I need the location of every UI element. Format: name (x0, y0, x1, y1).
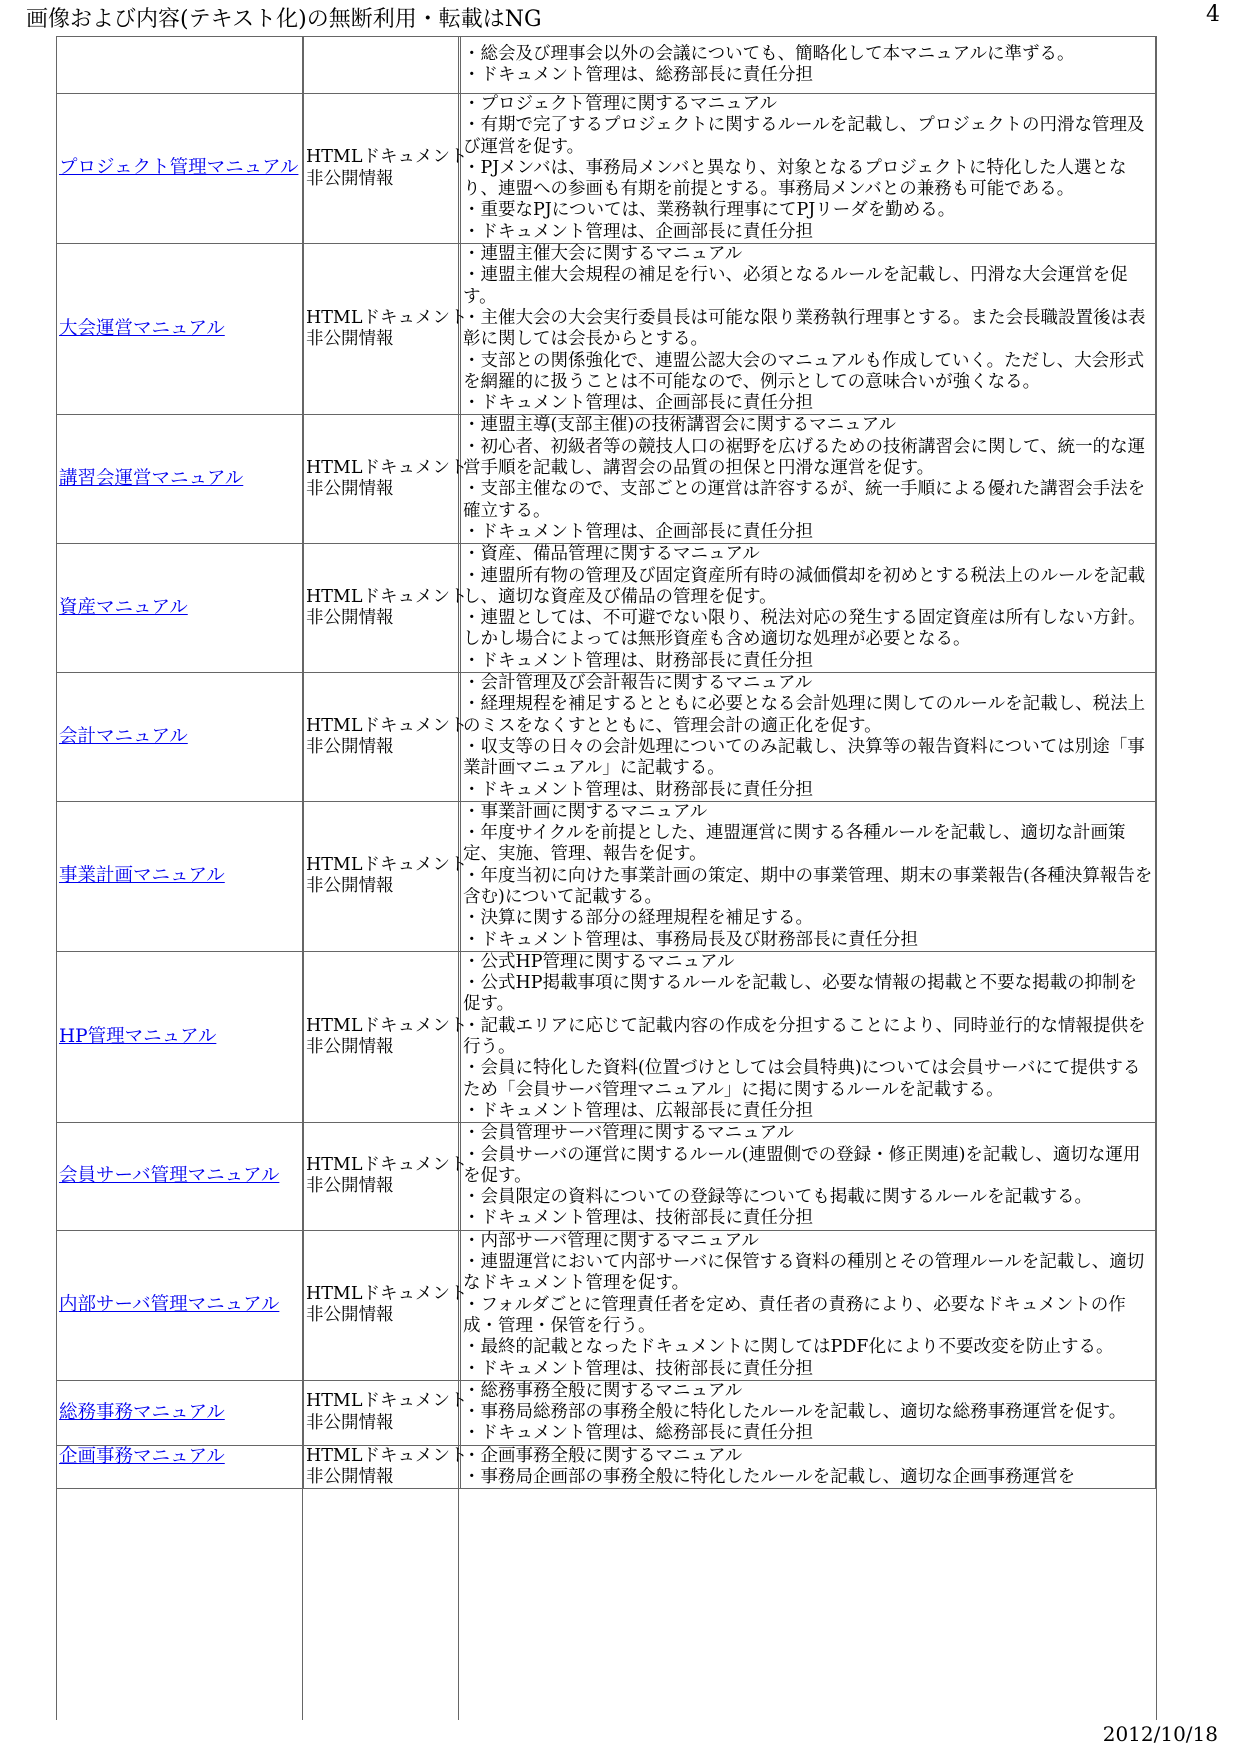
description-line: ・プロジェクト管理に関するマニュアル (463, 94, 777, 114)
description-line: ・支部主催なので、支部ごとの運営は許容するが、統一手順による優れた講習会手法を確立する。 (463, 479, 1146, 521)
description-line: ・ドキュメント管理は、事務局長及び財務部長に責任分担 (463, 929, 918, 950)
document-type: HTMLドキュメント (306, 307, 468, 328)
description-line: ・会員管理サーバ管理に関するマニュアル (463, 1123, 794, 1144)
table-row (57, 37, 1156, 94)
header-title: 画像および内容(テキスト化)の無断利用・転載はNG (26, 7, 542, 32)
document-type: HTMLドキュメント (306, 1391, 468, 1412)
type-cell (304, 951, 468, 1122)
description-line: ・公式HP管理に関するマニュアル (463, 951, 735, 972)
description-line: ・連盟所有物の管理及び固定資産所有時の減価償却を初めとする税法上のルールを記載し、適切な資産及び備品の管理を促す。 (463, 565, 1146, 607)
document-type: HTMLドキュメント (306, 586, 468, 607)
manual-link[interactable]: 会員サーバ管理マニュアル (59, 1165, 280, 1187)
description-line: ・会計管理及び会計報告に関するマニュアル (463, 673, 813, 694)
description-line: ・記載エリアに応じて記載内容の作成を分担することにより、同時並行的な情報提供を行う。 (463, 1015, 1146, 1058)
description-cell (461, 801, 1156, 951)
description-line: ・有期で完了するプロジェクトに関するルールを記載し、プロジェクトの円滑な管理及び運営を促す。 (463, 115, 1145, 157)
description-line: ・ドキュメント管理は、広報部長に責任分担 (463, 1100, 813, 1121)
description-cell (461, 951, 1156, 1122)
manual-table (56, 36, 1156, 1489)
type-cell (304, 1445, 468, 1489)
manual-link[interactable]: 講習会運営マニュアル (59, 468, 244, 490)
name-cell (57, 244, 304, 415)
description-line: ・会員限定の資料についての登録等についても掲載に関するルールを記載する。 (463, 1187, 1092, 1208)
description-line: ・ドキュメント管理は、総務部長に責任分担 (463, 1423, 813, 1444)
manual-link[interactable]: 内部サーバ管理マニュアル (59, 1294, 280, 1316)
name-cell (57, 1380, 304, 1445)
type-cell (304, 1230, 468, 1380)
type-cell (304, 244, 468, 415)
access-level: 非公開情報 (306, 1176, 394, 1197)
description-line: ・初心者、初級者等の競技人口の裾野を広げるための技術講習会に関して、統一的な運営手順を記載し、講習会の品質の担保と円滑な運営を促す。 (463, 436, 1146, 479)
manual-link[interactable]: 大会運営マニュアル (59, 318, 225, 340)
document-type: HTMLドキュメント (306, 1445, 468, 1466)
name-cell (57, 544, 304, 673)
table-row (57, 94, 1156, 244)
description-cell (461, 1230, 1156, 1380)
type-cell (304, 1380, 468, 1445)
description-line: ・総務事務全般に関するマニュアル (463, 1380, 743, 1401)
description-line: ・ドキュメント管理は、総務部長に責任分担 (463, 65, 813, 85)
access-level: 非公開情報 (306, 1037, 394, 1058)
access-level: 非公開情報 (306, 1412, 394, 1433)
description-cell (461, 1445, 1156, 1489)
name-cell (57, 951, 304, 1122)
name-cell (57, 801, 304, 951)
name-cell (57, 37, 304, 94)
access-level: 非公開情報 (306, 1467, 394, 1487)
access-level: 非公開情報 (306, 168, 394, 189)
type-cell (304, 801, 468, 951)
description-line: ・最終的記載となったドキュメントに関してはPDF化により不要改変を防止する。 (463, 1337, 1114, 1358)
description-line: ・ドキュメント管理は、財務部長に責任分担 (463, 779, 813, 800)
description-cell (461, 673, 1156, 802)
name-cell (57, 1230, 304, 1380)
description-line: ・決算に関する部分の経理規程を補足する。 (463, 908, 813, 929)
table-row (57, 801, 1156, 951)
description-line: ・重要なPJについては、業務執行理事にてPJリーダを勤める。 (463, 200, 956, 221)
description-line: ・会員に特化した資料(位置づけとしては会員特典)については会員サーバにて提供するため「会員サーバ管理マニュアル」に掲に関するルールを記載する。 (463, 1058, 1141, 1100)
access-level: 非公開情報 (306, 608, 394, 629)
description-line: ・ドキュメント管理は、技術部長に責任分担 (463, 1208, 813, 1229)
table-row (57, 1123, 1156, 1230)
footer-date: 2012/10/18 (1102, 1722, 1218, 1746)
description-line: ・収支等の日々の会計処理についてのみ記載し、決算等の報告資料については別途「事業計画マニュアル」に記載する。 (463, 736, 1145, 779)
manual-link[interactable]: HP管理マニュアル (59, 1025, 217, 1047)
manual-link[interactable]: 資産マニュアル (59, 596, 188, 618)
type-cell (304, 415, 468, 544)
description-line: ・連盟としては、不可避でない限り、税法対応の発生する固定資産は所有しない方針。しかし場合によっては無形資産も含め適切な処理が必要となる。 (463, 608, 1146, 650)
access-level: 非公開情報 (306, 736, 394, 757)
table-row (57, 544, 1156, 673)
description-cell (461, 415, 1156, 544)
document-type: HTMLドキュメント (306, 147, 468, 168)
description-line: ・ドキュメント管理は、技術部長に責任分担 (463, 1358, 813, 1379)
document-type: HTMLドキュメント (306, 855, 468, 876)
name-cell (57, 1123, 304, 1230)
name-cell (57, 415, 304, 544)
table-row (57, 415, 1156, 544)
description-line: ・連盟主催大会規程の補足を行い、必須となるルールを記載し、円滑な大会運営を促す。 (463, 265, 1128, 307)
name-cell (57, 94, 304, 244)
description-line: ・ドキュメント管理は、企画部長に責任分担 (463, 393, 813, 414)
description-line: ・経理規程を補足するとともに必要となる会計処理に関してのルールを記載し、税法上のミスをなくすとともに、管理会計の適正化を促す。 (463, 694, 1146, 736)
description-line: ・公式HP掲載事項に関するルールを記載し、必要な情報の掲載と不要な掲載の抑制を促す。 (463, 973, 1138, 1015)
manual-link[interactable]: 会計マニュアル (59, 725, 188, 747)
document-type: HTMLドキュメント (306, 1015, 468, 1036)
table-row (57, 244, 1156, 415)
description-line: ・年度当初に向けた事業計画の策定、期中の事業管理、期末の事業報告(各種決算報告を含む)について記載する。 (463, 865, 1153, 907)
description-line: ・連盟主導(支部主催)の技術講習会に関するマニュアル (463, 415, 896, 436)
description-line: ・事務局企画部の事務全般に特化したルールを記載し、適切な企画事務運営を (463, 1467, 1076, 1487)
description-line: ・会員サーバの運営に関するルール(連盟側での登録・修正関連)を記載し、適切な運用を促す。 (463, 1144, 1141, 1186)
manual-link[interactable]: 企画事務マニュアル (59, 1445, 225, 1467)
table-row (57, 951, 1156, 1122)
description-cell (461, 37, 1156, 94)
document-type: HTMLドキュメント (306, 1283, 468, 1304)
description-line: ・フォルダごとに管理責任者を定め、責任者の責務により、必要なドキュメントの作成・管理・保管を行う。 (463, 1294, 1126, 1336)
page-number: 4 (1206, 2, 1220, 27)
description-line: ・事業計画に関するマニュアル (463, 801, 708, 822)
document-table-frame (56, 36, 1156, 1720)
table-row (57, 1445, 1156, 1489)
column-divider (1156, 36, 1157, 1720)
description-line: ・PJメンバは、事務局メンバと異なり、対象となるプロジェクトに特化した人選となり、連盟への参画も有期を前提とする。事務局メンバとの兼務も可能である。 (463, 157, 1127, 200)
description-line: ・総会及び理事会以外の会議についても、簡略化して本マニュアルに準ずる。 (463, 43, 1075, 64)
type-cell (304, 37, 461, 94)
document-type: HTMLドキュメント (306, 458, 468, 479)
description-cell (461, 1380, 1156, 1445)
access-level: 非公開情報 (306, 1305, 394, 1326)
manual-link[interactable]: 総務事務マニュアル (59, 1401, 225, 1423)
type-cell (304, 94, 468, 244)
description-line: ・ドキュメント管理は、財務部長に責任分担 (463, 650, 813, 671)
description-line: ・連盟主催大会に関するマニュアル (463, 244, 743, 265)
description-line: ・ドキュメント管理は、企画部長に責任分担 (463, 521, 813, 542)
description-line: ・資産、備品管理に関するマニュアル (463, 544, 760, 565)
description-line: ・ドキュメント管理は、企画部長に責任分担 (463, 221, 813, 242)
name-cell (57, 1445, 304, 1489)
table-row (57, 673, 1156, 802)
description-line: ・事務局総務部の事務全般に特化したルールを記載し、適切な総務事務運営を促す。 (463, 1402, 1127, 1423)
document-type: HTMLドキュメント (306, 1155, 468, 1176)
access-level: 非公開情報 (306, 329, 394, 350)
table-row (57, 1230, 1156, 1380)
access-level: 非公開情報 (306, 876, 394, 897)
description-cell (461, 244, 1156, 415)
description-line: ・年度サイクルを前提とした、連盟運営に関する各種ルールを記載し、適切な計画策定、実施、管理、報告を促す。 (463, 823, 1126, 865)
type-cell (304, 544, 468, 673)
manual-link[interactable]: プロジェクト管理マニュアル (59, 157, 299, 179)
description-line: ・内部サーバ管理に関するマニュアル (463, 1230, 759, 1251)
description-line: ・支部との関係強化で、連盟公認大会のマニュアルも作成していく。ただし、大会形式を網羅的に扱うことは不可能なので、例示としての意味合いが強くなる。 (463, 350, 1145, 392)
table-row (57, 1380, 1156, 1445)
description-line: ・企画事務全般に関するマニュアル (463, 1445, 743, 1466)
access-level: 非公開情報 (306, 479, 394, 500)
manual-link[interactable]: 事業計画マニュアル (59, 865, 225, 887)
description-line: ・連盟運営において内部サーバに保管する資料の種別とその管理ルールを記載し、適切なドキュメント管理を促す。 (463, 1252, 1145, 1294)
description-cell (461, 1123, 1156, 1230)
type-cell (304, 1123, 468, 1230)
description-cell (461, 94, 1156, 244)
type-cell (304, 673, 468, 802)
name-cell (57, 673, 304, 802)
description-cell (461, 544, 1156, 673)
document-type: HTMLドキュメント (306, 715, 468, 736)
description-line: ・主催大会の大会実行委員長は可能な限り業務執行理事とする。また会長職設置後は表彰に関しては会長からとする。 (463, 307, 1146, 350)
